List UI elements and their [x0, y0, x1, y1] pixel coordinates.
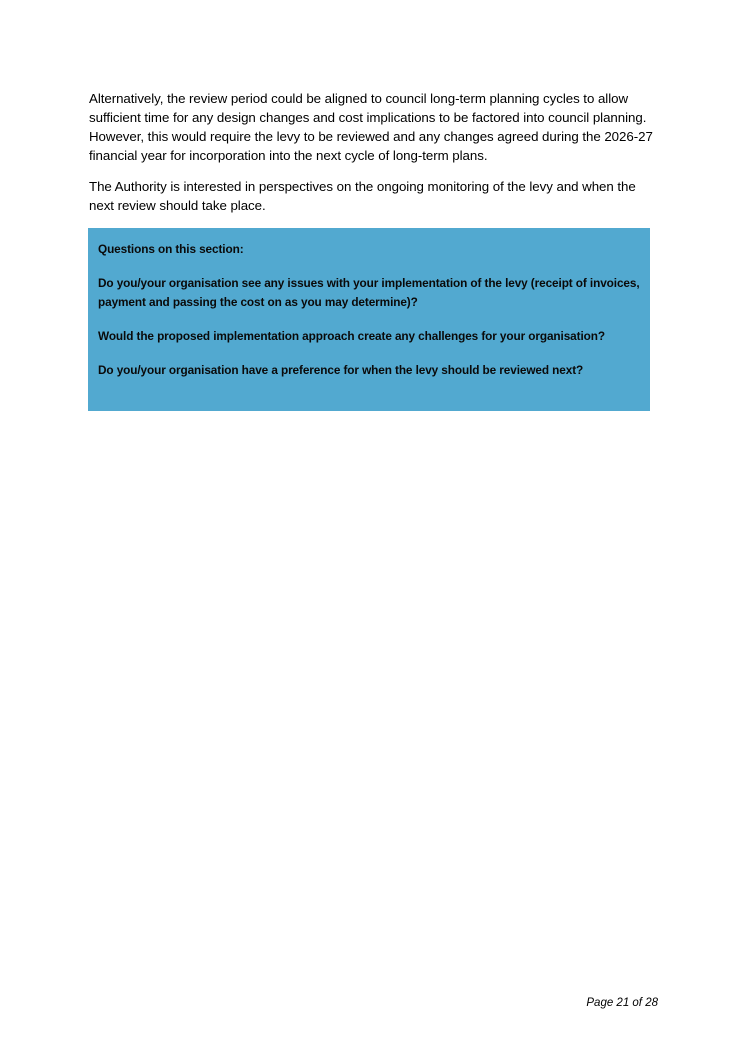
body-paragraph-review-period: Alternatively, the review period could be aligned to council long-term planning cycles to allow sufficient time for any design changes and cost implications to be factored into council planning. However, this would require the levy to be reviewed and any changes agreed during the 2026-27 financial year for incorporation into the next cycle of long-term plans. [89, 91, 653, 163]
body-paragraph-monitoring: The Authority is interested in perspectives on the ongoing monitoring of the levy and when the next review should take place. [89, 179, 636, 213]
questions-box [88, 228, 650, 411]
page-number-footer: Page 21 of 28 [586, 997, 658, 1009]
questions-box-heading: Questions on this section: [98, 242, 244, 256]
question-implementation-issues: Do you/your organisation see any issues with your implementation of the levy (receipt of invoices, payment and passing the cost on as you may determine)? [98, 276, 640, 309]
question-review-preference: Do you/your organisation have a preference for when the levy should be reviewed next? [98, 363, 584, 377]
question-implementation-challenges: Would the proposed implementation approach create any challenges for your organisation? [98, 329, 605, 343]
